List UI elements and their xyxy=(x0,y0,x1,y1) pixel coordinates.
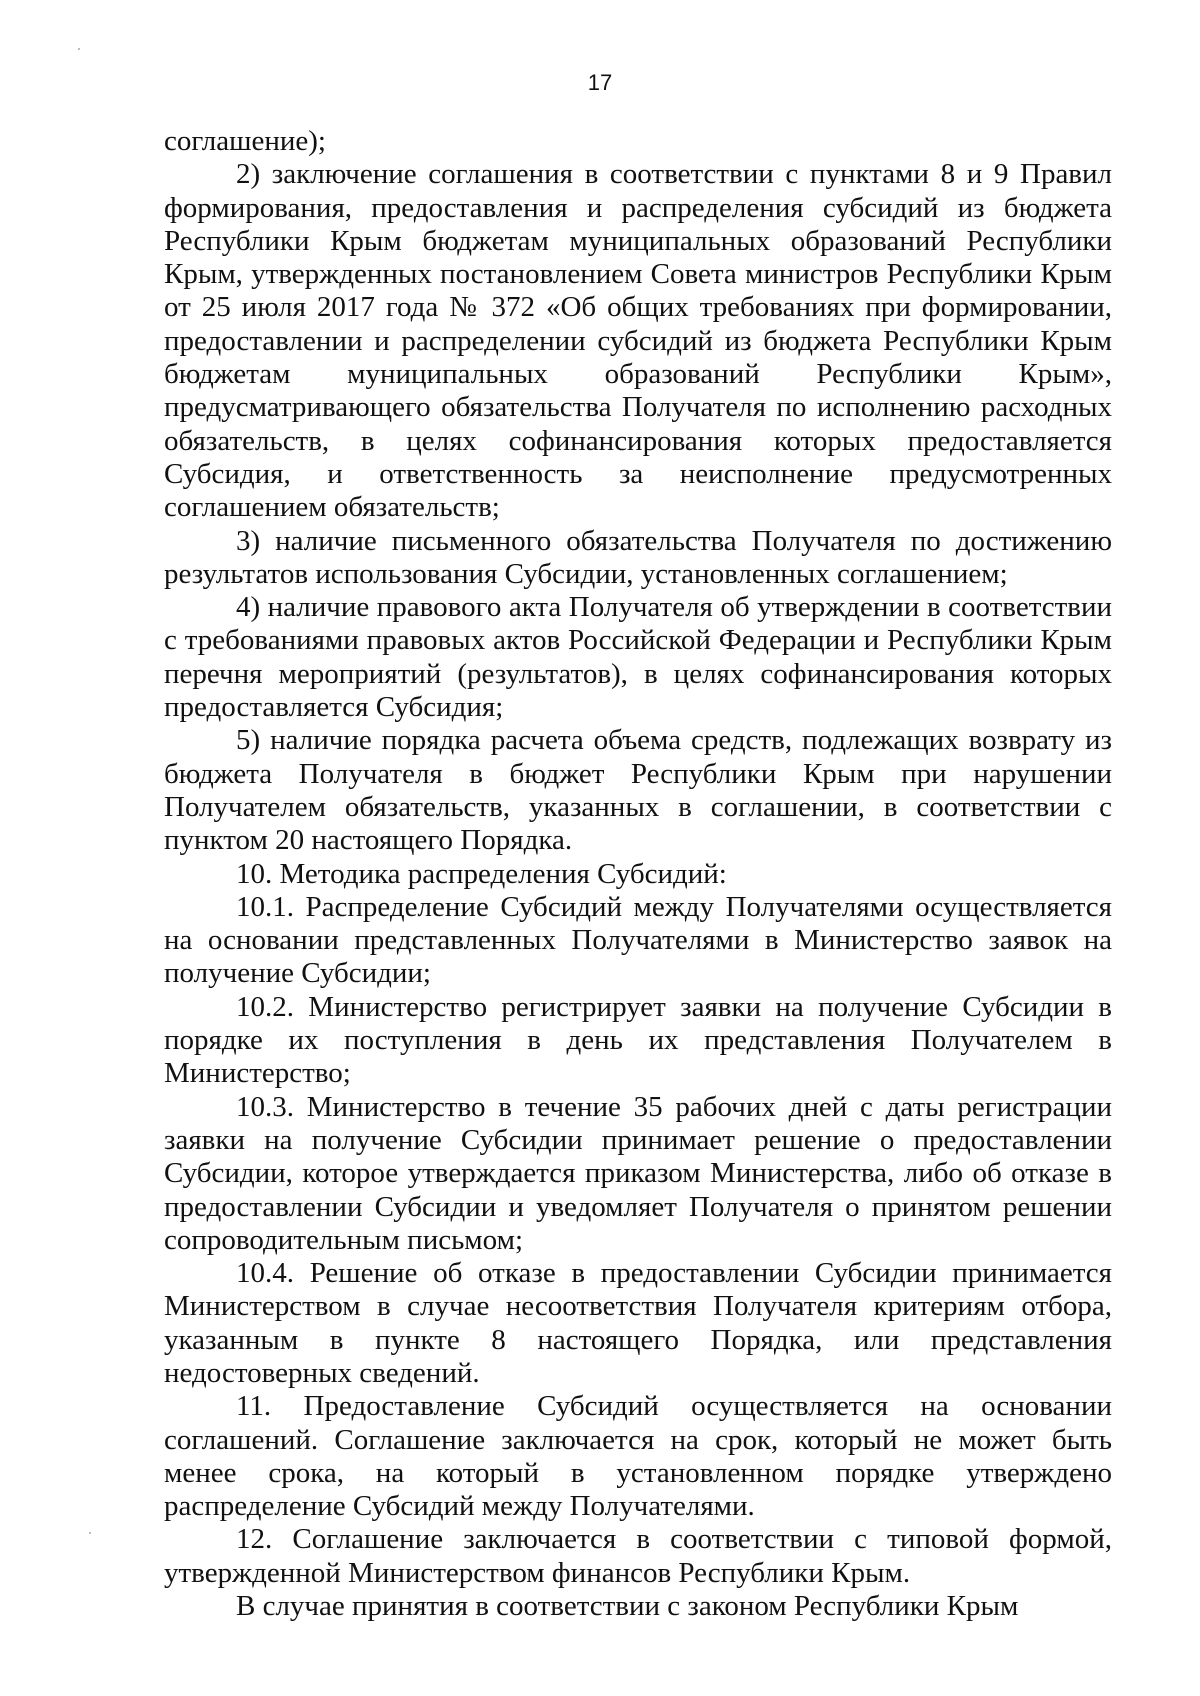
paragraph-section-12: 12. Соглашение заключается в соответствии с типовой формой, утвержденной Министерством финансов Республики Крым. xyxy=(164,1523,1112,1589)
paragraph-section-10-3: 10.3. Министерство в течение 35 рабочих дней с даты регистрации заявки на получение Субсидии принимает решение о предоставлении Субсидии, которое утверждается приказом Министерства, либо об отказе в предоставлении Субсидии и уведомляет Получателя о принятом решении сопроводительным письмом; xyxy=(164,1090,1112,1256)
paragraph-section-11: 11. Предоставление Субсидий осуществляется на основании соглашений. Соглашение заключается на срок, который не может быть менее срока, на который в установленном порядке утверждено распределение Субсидий между Получателями. xyxy=(164,1390,1112,1523)
paragraph-section-10-1: 10.1. Распределение Субсидий между Получателями осуществляется на основании представленных Получателями в Министерство заявок на получение Субсидии; xyxy=(164,890,1112,990)
paragraph-item-5: 5) наличие порядка расчета объема средств, подлежащих возврату из бюджета Получателя в бюджет Республики Крым при нарушении Получателем обязательств, указанных в соглашении, в соответствии с пунктом 20 настоящего Порядка. xyxy=(164,724,1112,857)
document-body xyxy=(164,125,1112,1623)
paragraph-item-3: 3) наличие письменного обязательства Получателя по достижению результатов использования Субсидии, установленных соглашением; xyxy=(164,524,1112,590)
scan-speck xyxy=(78,48,80,50)
paragraph-section-10-4: 10.4. Решение об отказе в предоставлении Субсидии принимается Министерством в случае несоответствия Получателя критериям отбора, указанным в пункте 8 настоящего Порядка, или представления недостоверных сведений. xyxy=(164,1257,1112,1389)
scan-speck xyxy=(89,1532,91,1534)
paragraph-item-2: 2) заключение соглашения в соответствии с пунктами 8 и 9 Правил формирования, предоставления и распределения субсидий из бюджета Республики Крым бюджетам муниципальных образований Республики Крым, утвержденных постановлением Совета министров Республики Крым от 25 июля 2017 года № 372 «Об общих требованиях при формировании, предоставлении и распределении субсидий из бюджета Республики Крым бюджетам муниципальных образований Республики Крым», предусматривающего обязательства Получателя по исполнению расходных обязательств, в целях софинансирования которых предоставляется Субсидия, и ответственность за неисполнение предусмотренных соглашением обязательств; xyxy=(164,158,1112,524)
paragraph-final-partial: В случае принятия в соответствии с законом Республики Крым xyxy=(236,1590,1019,1623)
paragraph-item-4: 4) наличие правового акта Получателя об утверждении в соответствии с требованиями правовых актов Российской Федерации и Республики Крым перечня мероприятий (результатов), в целях софинансирования которых предоставляется Субсидия; xyxy=(164,591,1112,724)
paragraph-continuation: соглашение); xyxy=(164,125,326,157)
paragraph-section-10: 10. Методика распределения Субсидий: xyxy=(236,857,727,890)
page-number: 17 xyxy=(587,70,613,95)
paragraph-section-10-2: 10.2. Министерство регистрирует заявки на получение Субсидии в порядке их поступления в день их представления Получателем в Министерство; xyxy=(164,990,1112,1090)
